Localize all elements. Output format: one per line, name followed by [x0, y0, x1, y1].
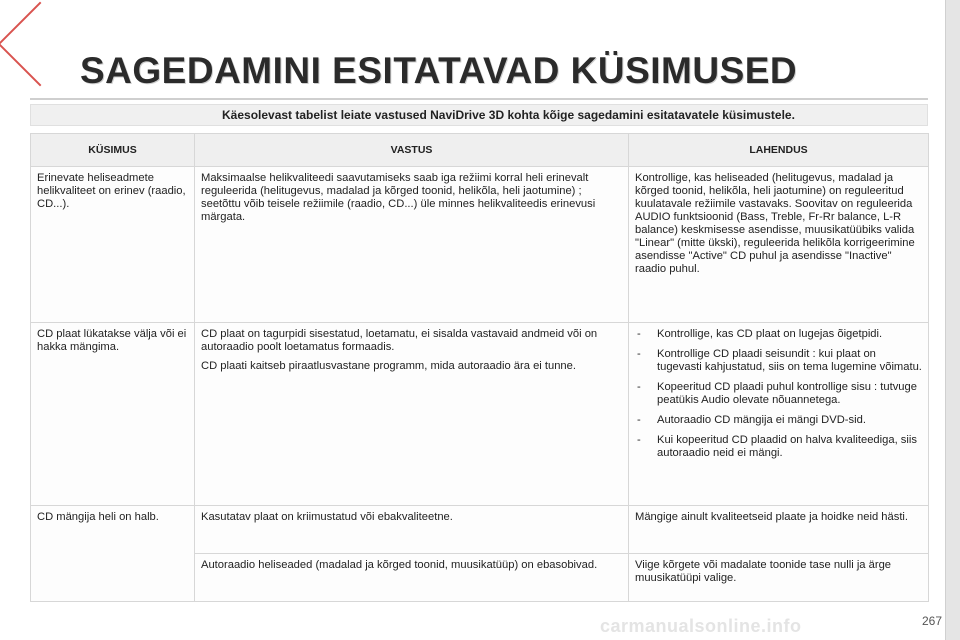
answer-text: Autoraadio heliseaded (madalad ja kõrged toonid, muusikatüüp) on ebasobivad.: [201, 559, 598, 571]
question-cell: Erinevate heliseadmete helikvaliteet on erinev (raadio, CD...).: [31, 167, 195, 323]
column-header-question: KÜSIMUS: [31, 134, 195, 167]
faq-table: [30, 133, 929, 602]
list-item: - Kui kopeeritud CD plaadid on halva kvaliteediga, siis autoraadio neid ei mängi.: [635, 434, 923, 460]
corner-decoration: [0, 2, 82, 87]
solution-cell: Viige kõrgete või madalate toonide tase nulli ja ärge muusikatüüpi valige.: [629, 554, 929, 602]
solution-list: [635, 328, 923, 460]
title-divider: [30, 98, 928, 100]
table-row: [31, 167, 929, 323]
table-row: [31, 506, 929, 554]
list-item: - Kontrollige, kas CD plaat on lugejas õigetpidi.: [635, 328, 923, 341]
column-header-solution: LAHENDUS: [629, 134, 929, 167]
answer-text: Kasutatav plaat on kriimustatud või ebakvaliteetne.: [201, 511, 453, 523]
list-item: - Autoraadio CD mängija ei mängi DVD-sid.: [635, 414, 923, 427]
list-item: - Kontrollige CD plaadi seisundit : kui plaat on tugevasti kahjustatud, siis on tema lugemine võimatu.: [635, 348, 923, 374]
answer-text: Maksimaalse helikvaliteedi saavutamiseks saab iga režiimi korral heli erinevalt reguleerida (helitugevus, madalad ja kõrged toonid, helikõla, heli jaotumine) ; seetõttu võib teisele režiimile (raadio, CD...) üle minnes helikvaliteedis erinevusi märgata.: [201, 172, 596, 223]
side-bar: [945, 0, 960, 640]
answer-cell: [195, 323, 629, 506]
solution-cell: Mängige ainult kvaliteetseid plaate ja hoidke neid hästi.: [629, 506, 929, 554]
answer-cell: [195, 167, 629, 323]
question-cell: CD plaat lükatakse välja või ei hakka mängima.: [31, 323, 195, 506]
page-number: 267: [921, 614, 942, 628]
page-title: SAGEDAMINI ESITATAVAD KÜSIMUSED: [80, 50, 798, 91]
answer-text: CD plaati kaitseb piraatlusvastane programm, mida autoraadio ära ei tunne.: [201, 360, 576, 372]
solution-cell: [629, 323, 929, 506]
column-header-answer: VASTUS: [195, 134, 629, 167]
answer-cell: [195, 554, 629, 602]
watermark: carmanualsonline.info: [600, 616, 802, 636]
table-header-row: [31, 134, 929, 167]
solution-cell: Kontrollige, kas heliseaded (helitugevus, madalad ja kõrged toonid, helikõla, heli jaotumine) on reguleeritud kuulatavale režiimile vastavaks. Soovitav on reguleerida AUDIO funktsioonid (Bass, Treble, Fr-Rr balance, L-R balance) keskmisesse asendisse, muusikatüübiks valida "Linear" (mitte ükski), reguleerida helikõla korrigeerimine asendisse "Active" CD puhul ja asendisse "Inactive" raadio puhul.: [629, 167, 929, 323]
question-cell: CD mängija heli on halb.: [31, 506, 195, 602]
answer-cell: [195, 506, 629, 554]
list-item: - Kopeeritud CD plaadi puhul kontrollige sisu : tutvuge peatükis Audio olevate nõuannetega.: [635, 381, 923, 407]
page-subtitle: Käesolevast tabelist leiate vastused NaviDrive 3D kohta kõige sagedamini esitatavatele küsimustele.: [222, 108, 795, 122]
table-row: [31, 323, 929, 506]
answer-text: CD plaat on tagurpidi sisestatud, loetamatu, ei sisalda vastavaid andmeid või on autoraadio poolt loetamatus formaadis.: [201, 328, 598, 353]
